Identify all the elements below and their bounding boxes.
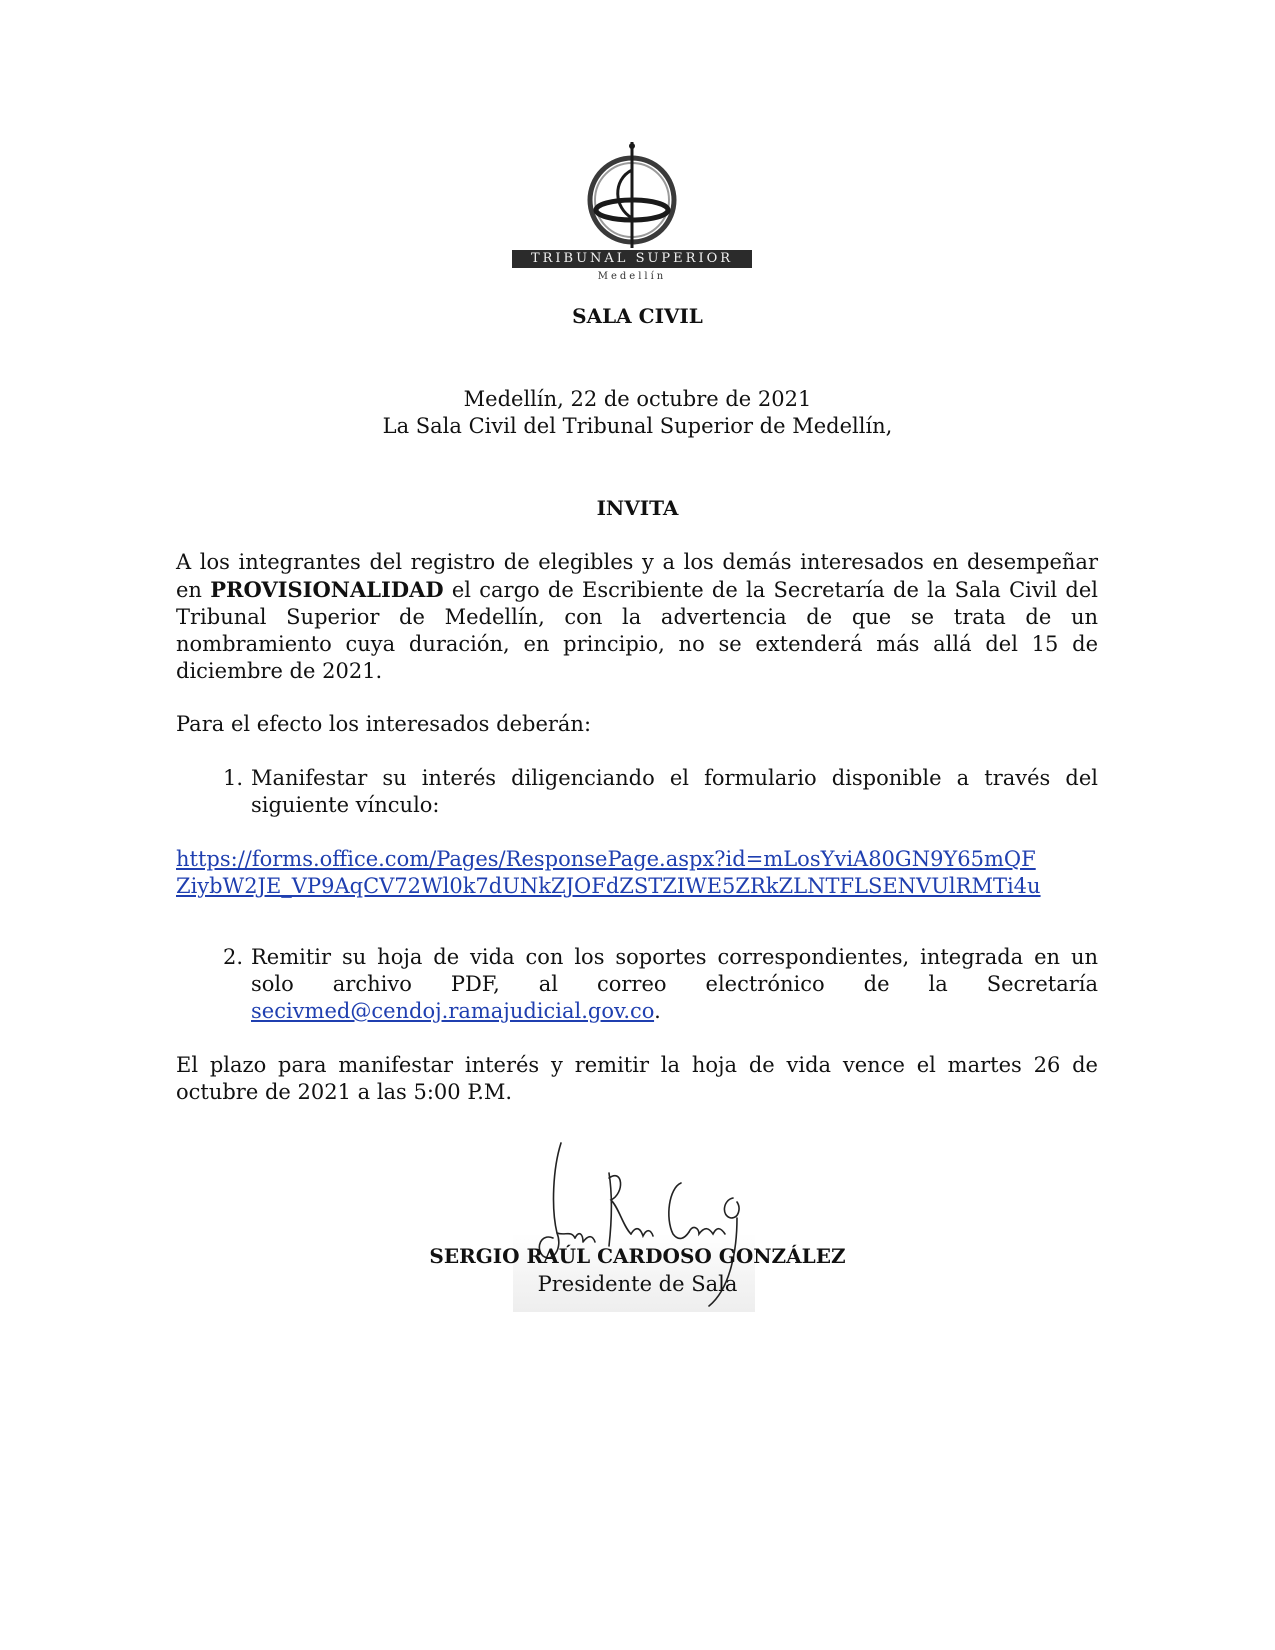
paragraph-instructions: Para el efecto los interesados deberán:	[176, 712, 592, 736]
form-link[interactable]	[176, 847, 1041, 898]
list-item-2-end: .	[654, 999, 661, 1023]
signatory-name: SERGIO RAÚL CARDOSO GONZÁLEZ	[429, 1244, 846, 1268]
list-number: 1.	[222, 766, 243, 790]
secretaria-email-link[interactable]: secivmed@cendoj.ramajudicial.gov.co	[251, 999, 655, 1023]
form-link-line2: ZiybW2JE_VP9AqCV72Wl0k7dUNkZJOFdZSTZIWE5ZRkZLNTFLSENVUlRMTi4u	[176, 874, 1041, 898]
date-line: Medellín, 22 de octubre de 2021	[463, 387, 812, 411]
list-number: 2.	[222, 945, 243, 969]
logo-banner-text: TRIBUNAL SUPERIOR	[530, 251, 734, 266]
list-item-2-text: Remitir su hoja de vida con los soportes correspondientes, integrada en un solo archivo PDF, al correo electrónico de la Secretaría	[251, 945, 1098, 996]
paragraph-invitation-part2: el cargo de Escribiente de la Secretaría de la Sala Civil del Tribunal Superior de Medellín, con la advertencia de que se trata de un nombramiento cuya duración, en principio, no se extenderá más allá del 15 de diciembre de 2021.	[176, 578, 1098, 683]
list-item-text	[251, 944, 1098, 1025]
paragraph-invitation-part1: A los integrantes del registro de elegibles y a los demás interesados en desempeñar en	[176, 550, 1098, 602]
list-item	[213, 944, 1098, 1025]
page-title: SALA CIVIL	[572, 304, 703, 328]
provisionalidad-emphasis: PROVISIONALIDAD	[210, 577, 444, 602]
form-link-line1: https://forms.office.com/Pages/ResponsePage.aspx?id=mLosYviA80GN9Y65mQF	[176, 847, 1036, 871]
list-item-text: Manifestar su interés diligenciando el formulario disponible a través del siguiente vínculo:	[251, 766, 1098, 817]
tribunal-logo	[512, 140, 764, 288]
tribunal-emblem-icon	[572, 140, 692, 250]
signatory-role: Presidente de Sala	[537, 1272, 738, 1296]
intro-line: La Sala Civil del Tribunal Superior de Medellín,	[382, 414, 893, 438]
list-item	[213, 765, 1098, 819]
deadline-paragraph: El plazo para manifestar interés y remitir la hoja de vida vence el martes 26 de octubre de 2021 a las 5:00 P.M.	[176, 1053, 1098, 1104]
paragraph-invitation	[176, 549, 1098, 685]
form-link-block	[176, 846, 1098, 900]
logo-city: Medellín	[597, 271, 667, 282]
invita-heading: INVITA	[596, 496, 679, 520]
